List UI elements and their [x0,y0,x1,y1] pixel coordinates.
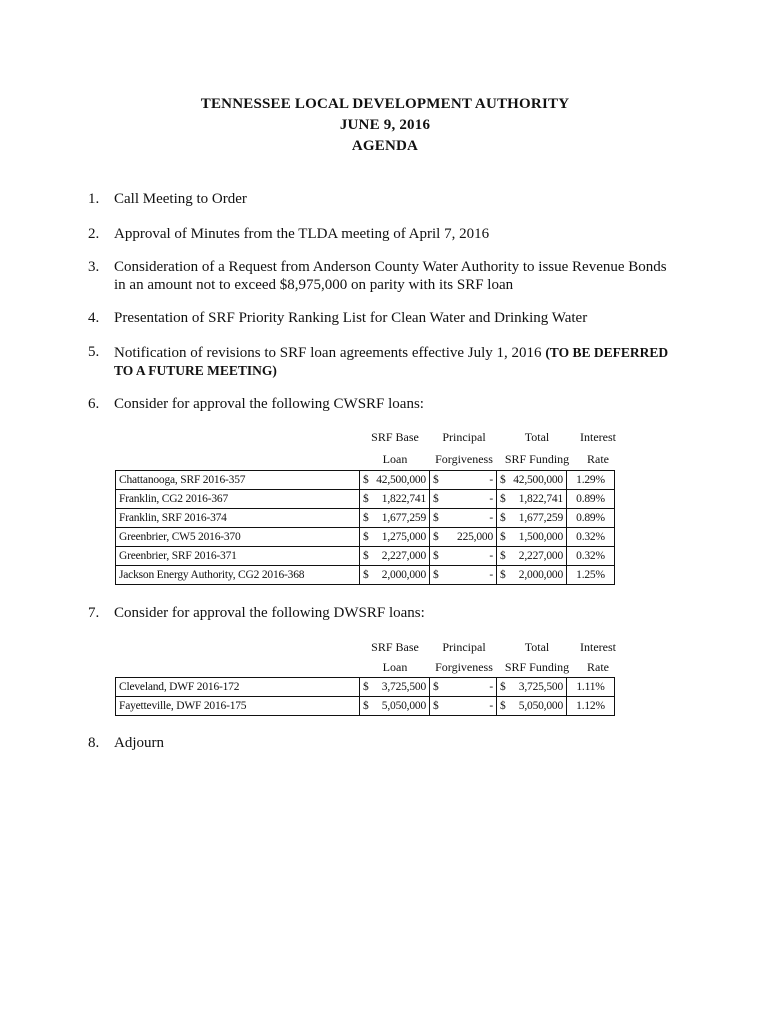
total-amount: 2,227,000 [518,550,563,562]
interest-rate: 0.89% [567,490,615,509]
total-funding [497,678,567,697]
forgiveness-amount: - [489,493,493,505]
col-srf-base-1: SRF Base [371,640,419,654]
item-number: 2. [88,226,100,242]
total-amount: 1,500,000 [518,531,563,543]
table-row [116,528,615,547]
loan-name: Greenbrier, CW5 2016-370 [116,528,360,547]
interest-rate: 1.12% [567,697,615,716]
item-number: 4. [88,310,100,326]
total-amount: 1,677,259 [518,512,563,524]
item-number: 6. [88,396,100,412]
cwsrf-loans-table [115,470,615,585]
total-funding [497,490,567,509]
loan-name: Greenbrier, SRF 2016-371 [116,547,360,566]
currency-symbol: $ [433,531,439,543]
base-loan [360,490,430,509]
loan-name: Fayetteville, DWF 2016-175 [116,697,360,716]
col-total-2: SRF Funding [504,452,570,466]
base-loan-amount: 3,725,500 [381,681,426,693]
forgiveness-amount: - [489,512,493,524]
principal-forgiveness [430,528,497,547]
item-text: Approval of Minutes from the TLDA meeting of April 7, 2016 [114,226,490,242]
currency-symbol: $ [500,531,506,543]
loan-name: Jackson Energy Authority, CG2 2016-368 [116,566,360,585]
base-loan [360,547,430,566]
interest-rate: 0.89% [567,509,615,528]
base-loan-amount: 2,227,000 [381,550,426,562]
col-rate-1: Interest [580,430,616,444]
currency-symbol: $ [363,512,369,524]
currency-symbol: $ [363,700,369,712]
table-row [116,490,615,509]
currency-symbol: $ [500,700,506,712]
forgiveness-amount: - [489,681,493,693]
doc-title: TENNESSEE LOCAL DEVELOPMENT AUTHORITY [200,96,570,112]
total-funding [497,471,567,490]
base-loan [360,678,430,697]
col-total-1: Total [524,640,550,654]
principal-forgiveness [430,471,497,490]
principal-forgiveness [430,566,497,585]
currency-symbol: $ [363,569,369,581]
total-funding [497,697,567,716]
base-loan-amount: 1,822,741 [381,493,426,505]
item-text [114,344,694,362]
principal-forgiveness [430,678,497,697]
item-text: Consider for approval the following CWSRF loans: [114,396,424,412]
currency-symbol: $ [433,512,439,524]
deferred-note: (TO BE DEFERRED [545,345,669,360]
col-principal-2: Forgiveness [435,660,493,674]
loan-name: Cleveland, DWF 2016-172 [116,678,360,697]
currency-symbol: $ [500,681,506,693]
currency-symbol: $ [500,474,506,486]
total-amount: 5,050,000 [518,700,563,712]
col-rate-2: Rate [587,660,609,674]
col-principal-1: Principal [442,430,486,444]
table-row [116,509,615,528]
currency-symbol: $ [500,569,506,581]
forgiveness-amount: - [489,550,493,562]
base-loan [360,471,430,490]
item-number: 8. [88,735,100,751]
col-srf-base-1: SRF Base [371,430,419,444]
currency-symbol: $ [363,681,369,693]
item-text: Call Meeting to Order [114,191,247,207]
currency-symbol: $ [363,531,369,543]
interest-rate: 1.25% [567,566,615,585]
currency-symbol: $ [500,493,506,505]
currency-symbol: $ [433,700,439,712]
total-amount: 1,822,741 [518,493,563,505]
currency-symbol: $ [433,474,439,486]
loan-name: Franklin, CG2 2016-367 [116,490,360,509]
base-loan [360,509,430,528]
base-loan [360,528,430,547]
col-total-2: SRF Funding [504,660,570,674]
deferred-note-continued: TO A FUTURE MEETING) [114,363,277,378]
interest-rate: 1.29% [567,471,615,490]
forgiveness-amount: 225,000 [457,531,493,543]
principal-forgiveness [430,509,497,528]
dwsrf-loans-table [115,677,615,716]
currency-symbol: $ [500,512,506,524]
currency-symbol: $ [433,681,439,693]
principal-forgiveness [430,547,497,566]
col-rate-1: Interest [580,640,616,654]
total-amount: 2,000,000 [518,569,563,581]
item-text: Adjourn [114,735,164,751]
total-amount: 42,500,000 [513,474,563,486]
table-row [116,697,615,716]
forgiveness-amount: - [489,474,493,486]
currency-symbol: $ [363,493,369,505]
base-loan [360,566,430,585]
currency-symbol: $ [433,569,439,581]
currency-symbol: $ [363,550,369,562]
principal-forgiveness [430,697,497,716]
interest-rate: 0.32% [567,528,615,547]
base-loan-amount: 1,677,259 [381,512,426,524]
base-loan-amount: 1,275,000 [381,531,426,543]
col-principal-1: Principal [442,640,486,654]
item-number: 5. [88,344,100,360]
item-text-plain: Notification of revisions to SRF loan agreements effective July 1, 2016 [114,345,546,361]
base-loan [360,697,430,716]
interest-rate: 0.32% [567,547,615,566]
total-funding [497,528,567,547]
currency-symbol: $ [433,493,439,505]
forgiveness-amount: - [489,569,493,581]
currency-symbol: $ [363,474,369,486]
col-total-1: Total [524,430,550,444]
item-text: Presentation of SRF Priority Ranking List for Clean Water and Drinking Water [114,310,588,326]
col-rate-2: Rate [587,452,609,466]
item-number: 3. [88,259,100,275]
table-row [116,471,615,490]
base-loan-amount: 42,500,000 [376,474,426,486]
doc-subtitle: AGENDA [351,138,419,154]
item-number: 7. [88,605,100,621]
col-srf-base-2: Loan [382,452,408,466]
total-funding [497,566,567,585]
interest-rate: 1.11% [567,678,615,697]
loan-name: Franklin, SRF 2016-374 [116,509,360,528]
currency-symbol: $ [433,550,439,562]
col-principal-2: Forgiveness [435,452,493,466]
total-amount: 3,725,500 [518,681,563,693]
table-row [116,566,615,585]
total-funding [497,509,567,528]
forgiveness-amount: - [489,700,493,712]
principal-forgiveness [430,490,497,509]
item-number: 1. [88,191,100,207]
base-loan-amount: 2,000,000 [381,569,426,581]
base-loan-amount: 5,050,000 [381,700,426,712]
col-srf-base-2: Loan [382,660,408,674]
item-text-continued: in an amount not to exceed $8,975,000 on parity with its SRF loan [114,277,514,293]
total-funding [497,547,567,566]
item-text: Consideration of a Request from Anderson County Water Authority to issue Revenue Bonds [114,259,667,275]
doc-date: JUNE 9, 2016 [339,117,431,133]
table-row [116,547,615,566]
item-text: Consider for approval the following DWSRF loans: [114,605,425,621]
currency-symbol: $ [500,550,506,562]
table-row [116,678,615,697]
loan-name: Chattanooga, SRF 2016-357 [116,471,360,490]
